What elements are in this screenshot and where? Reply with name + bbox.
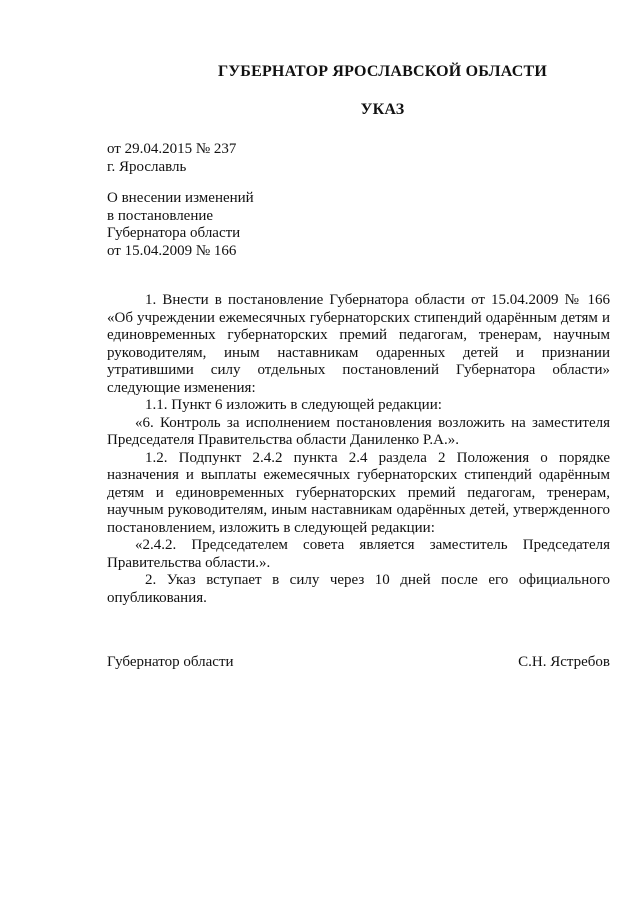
signature-block: [107, 654, 610, 672]
subject-line: Губернатора области: [107, 225, 241, 241]
signatory-position: Губернатор области: [107, 654, 234, 670]
date-number: от 29.04.2015 № 237: [107, 141, 237, 157]
issuer-title: ГУБЕРНАТОР ЯРОСЛАВСКОЙ ОБЛАСТИ: [217, 63, 548, 80]
paragraph-1: 1. Внести в постановление Губернатора области от 15.04.2009 № 166 «Об учреждении ежемесячных губернаторских стипендий одарённым детям и единовременных губернаторских премий педагогам, тренерам, научным руководителям, иным наставникам одаренных детей и признании утратившими силу отдельных постановлений Губернатора области» следующие изменения:: [107, 292, 610, 396]
subject-line: от 15.04.2009 № 166: [107, 242, 237, 259]
document-type: УКАЗ: [360, 101, 405, 118]
paragraph-1-2-quote: «2.4.2. Председателем совета является заместитель Председателя Правительства области.».: [107, 537, 610, 571]
paragraph-1-1: 1.1. Пункт 6 изложить в следующей редакции:: [145, 397, 442, 413]
signatory-name: С.Н. Ястребов: [518, 654, 610, 670]
paragraph-1-2: 1.2. Подпункт 2.4.2 пункта 2.4 раздела 2 Положения о порядке назначения и выплаты ежемесячных губернаторских стипендий одарённым детям и единовременных губернаторских премий педагогам, тренерам, научным руководителям, иным наставникам одарённых детей, утвержденного постановлением, изложить в следующей редакции:: [107, 449, 610, 536]
subject-line: в постановление: [107, 207, 214, 224]
document-subject: [107, 190, 254, 260]
document-meta: [107, 141, 236, 176]
subject-line: О внесении изменений: [107, 190, 254, 206]
paragraph-1-1-quote: «6. Контроль за исполнением постановления возложить на заместителя Председателя Правительства области Даниленко Р.А.».: [107, 414, 610, 448]
document-body: [107, 292, 610, 607]
city: г. Ярославль: [107, 158, 187, 175]
paragraph-2: 2. Указ вступает в силу через 10 дней после его официального опубликования.: [107, 572, 610, 606]
